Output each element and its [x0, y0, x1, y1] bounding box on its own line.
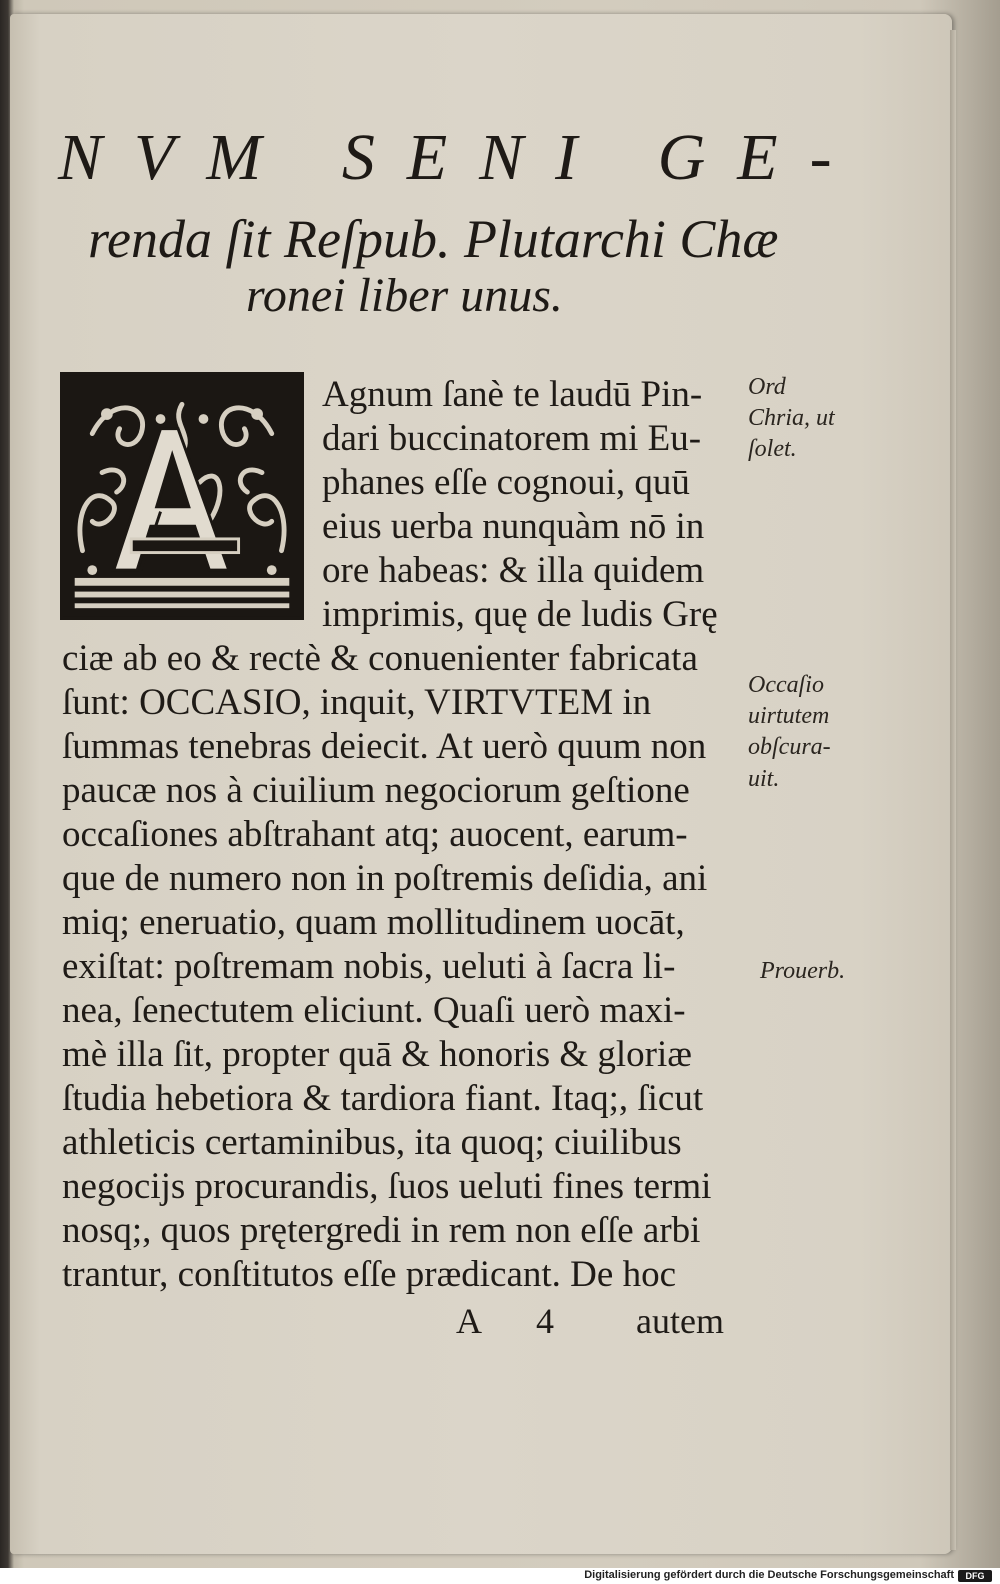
margin-note-2 — [748, 670, 831, 795]
margin-note-line: uit. — [748, 765, 780, 792]
text-line: trantur, conſtitutos eſſe prædicant. De hoc — [62, 1254, 676, 1295]
margin-note-line: Ord — [748, 374, 786, 400]
text-line: imprimis, quę de ludis Grę — [322, 594, 718, 635]
text-line: negocijs procurandis, ſuos ueluti fines termi — [62, 1166, 712, 1207]
text-line: que de numero non in poſtremis deſidia, ani — [62, 858, 708, 899]
signature-mark: A — [456, 1301, 482, 1341]
footer-bar — [0, 1568, 1000, 1584]
text-line: ſunt: OCCASIO, inquit, VIRTVTEM in — [62, 682, 652, 723]
text-line: athleticis certaminibus, ita quoq; ciuilibus — [62, 1122, 682, 1163]
decorated-initial — [60, 372, 304, 620]
text-line: ore habeas: & illa quidem — [322, 550, 705, 591]
folio-number: 4 — [536, 1301, 554, 1341]
text-line: paucæ nos à ciuilium negociorum geſtione — [62, 770, 690, 811]
catchword: autem — [636, 1301, 724, 1341]
title-line-3: ronei liber unus. — [246, 269, 563, 322]
text-line: nosq;, quos prętergredi in rem non eſſe arbi — [62, 1210, 701, 1251]
dfg-logo-icon: DFG — [958, 1570, 992, 1582]
text-line: Agnum ſanè te laudū Pin- — [322, 374, 703, 415]
text-line: mè illa ſit, propter quā & honoris & gloriæ — [62, 1034, 692, 1075]
margin-note-3 — [760, 956, 845, 987]
text-line: ciæ ab eo & rectè & conuenienter fabricata — [62, 638, 698, 679]
text-line: ſummas tenebras deiecit. At uerò quum non — [62, 726, 707, 767]
margin-note-line: Prouerb. — [760, 958, 846, 984]
margin-note-line: obſcura- — [748, 734, 831, 761]
text-line: eius uerba nunquàm nō in — [322, 506, 705, 547]
footer-credit: Digitalisierung gefördert durch die Deutsche Forschungsgemeinschaft — [584, 1569, 954, 1581]
title-line-2: renda ſit Reſpub. Plutarchi Chæ — [88, 209, 779, 269]
text-line: nea, ſenectutem eliciunt. Quaſi uerò maxi- — [62, 990, 686, 1031]
text-line: ſtudia hebetiora & tardiora fiant. Itaq;, ſicut — [62, 1078, 704, 1119]
text-line: phanes eſſe cognoui, quū — [322, 462, 690, 503]
ornament-initial-icon — [63, 375, 301, 617]
margin-note-1 — [748, 372, 835, 466]
title-line-1: NVM SENI GE- — [58, 121, 864, 194]
margin-note-line: Chria, ut — [748, 405, 835, 432]
text-line: miq; eneruatio, quam mollitudinem uocāt, — [62, 902, 685, 943]
text-line: dari buccinatorem mi Eu- — [322, 418, 702, 459]
margin-note-line: uirtutem — [748, 703, 830, 730]
margin-note-line: Occaſio — [748, 672, 824, 698]
text-line: occaſiones abſtrahant atq; auocent, earum- — [62, 814, 688, 855]
text-line: exiſtat: poſtremam nobis, ueluti à ſacra li- — [62, 946, 676, 987]
margin-note-line: ſolet. — [748, 436, 797, 463]
